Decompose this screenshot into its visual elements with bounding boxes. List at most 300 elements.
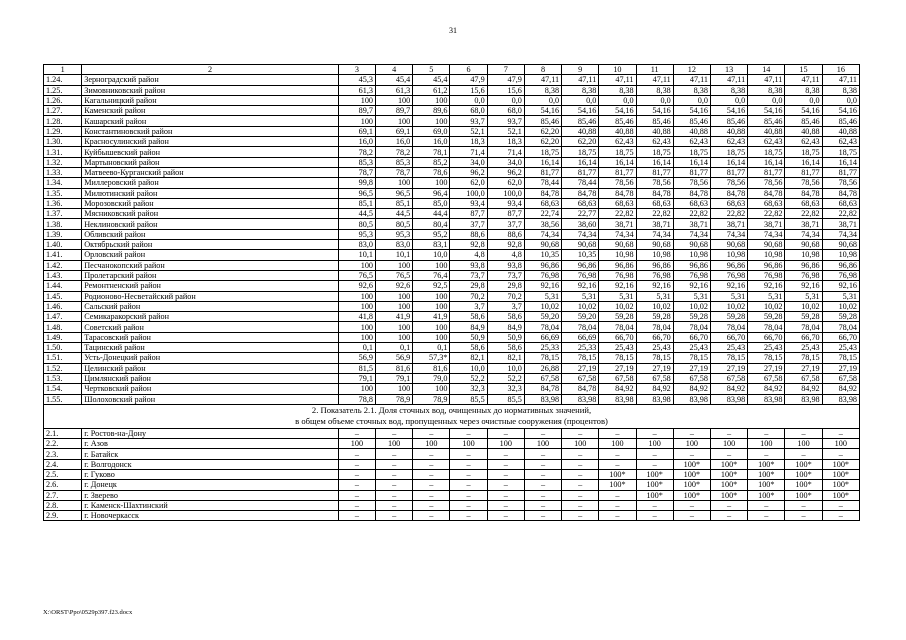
value-cell: 5,31 <box>562 291 599 301</box>
value-cell: 27,19 <box>822 363 859 373</box>
value-cell: 100* <box>748 459 785 469</box>
value-cell: 85,46 <box>599 116 636 126</box>
value-cell: 100 <box>487 439 524 449</box>
territory-name-cell: Пролетарский район <box>82 270 339 280</box>
value-cell: 83,98 <box>822 394 859 404</box>
value-cell: 85,5 <box>450 394 487 404</box>
value-cell: – <box>413 449 450 459</box>
row-number-cell: 1.51. <box>44 353 82 363</box>
value-cell: 87,7 <box>487 209 524 219</box>
value-cell: 95,3 <box>376 229 413 239</box>
row-number-cell: 1.36. <box>44 198 82 208</box>
value-cell: 38,71 <box>710 219 747 229</box>
value-cell: 66,69 <box>562 332 599 342</box>
value-cell: 78,56 <box>785 178 822 188</box>
value-cell: 10,98 <box>599 250 636 260</box>
value-cell: 76,4 <box>413 270 450 280</box>
value-cell: 100 <box>338 95 375 105</box>
value-cell: 92,16 <box>748 281 785 291</box>
value-cell: 78,44 <box>524 178 561 188</box>
value-cell: 78,04 <box>524 322 561 332</box>
territory-name-cell: г. Ростов-на-Дону <box>82 428 339 438</box>
value-cell: 66,70 <box>710 332 747 342</box>
value-cell: 84,92 <box>822 384 859 394</box>
value-cell: 66,70 <box>636 332 673 342</box>
table-row <box>44 167 860 177</box>
table-row <box>44 219 860 229</box>
value-cell: 59,28 <box>636 312 673 322</box>
value-cell: 10,98 <box>822 250 859 260</box>
value-cell: 84,78 <box>599 188 636 198</box>
value-cell: – <box>748 428 785 438</box>
value-cell: 45,4 <box>376 75 413 85</box>
value-cell: 47,11 <box>599 75 636 85</box>
table-row <box>44 126 860 136</box>
value-cell: 45,3 <box>338 75 375 85</box>
territory-name-cell: Родионово-Несветайский район <box>82 291 339 301</box>
value-cell: 81,6 <box>376 363 413 373</box>
value-cell: – <box>562 511 599 521</box>
value-cell: 69,1 <box>376 126 413 136</box>
value-cell: 0,0 <box>710 95 747 105</box>
value-cell: – <box>450 500 487 510</box>
territory-name-cell: Орловский район <box>82 250 339 260</box>
value-cell: 67,58 <box>562 373 599 383</box>
value-cell: 74,34 <box>822 229 859 239</box>
value-cell: 100* <box>785 490 822 500</box>
value-cell: 10,02 <box>673 301 710 311</box>
row-number-cell: 1.53. <box>44 373 82 383</box>
value-cell: – <box>636 511 673 521</box>
value-cell: – <box>338 469 375 479</box>
row-number-cell: 1.45. <box>44 291 82 301</box>
value-cell: 10,98 <box>785 250 822 260</box>
row-number-cell: 1.30. <box>44 137 82 147</box>
value-cell: 85,0 <box>413 198 450 208</box>
value-cell: – <box>413 459 450 469</box>
value-cell: 16,14 <box>636 157 673 167</box>
value-cell: – <box>524 480 561 490</box>
value-cell: 100 <box>376 291 413 301</box>
row-number-cell: 1.35. <box>44 188 82 198</box>
value-cell: 83,98 <box>562 394 599 404</box>
value-cell: 96,86 <box>673 260 710 270</box>
value-cell: 100 <box>413 178 450 188</box>
value-cell: 27,19 <box>785 363 822 373</box>
value-cell: 84,92 <box>710 384 747 394</box>
value-cell: – <box>450 428 487 438</box>
value-cell: – <box>413 428 450 438</box>
value-cell: – <box>636 500 673 510</box>
value-cell: – <box>673 449 710 459</box>
value-cell: 74,34 <box>524 229 561 239</box>
territory-name-cell: Ремонтненский район <box>82 281 339 291</box>
value-cell: 67,58 <box>524 373 561 383</box>
value-cell: – <box>376 511 413 521</box>
value-cell: 0,0 <box>562 95 599 105</box>
row-number-cell: 1.24. <box>44 75 82 85</box>
territory-name-cell: Каменский район <box>82 106 339 116</box>
value-cell: – <box>562 469 599 479</box>
row-number-cell: 1.39. <box>44 229 82 239</box>
value-cell: 74,34 <box>673 229 710 239</box>
value-cell: 100 <box>413 322 450 332</box>
value-cell: 68,63 <box>822 198 859 208</box>
value-cell: 81,77 <box>748 167 785 177</box>
value-cell: 73,7 <box>487 270 524 280</box>
value-cell: 84,9 <box>487 322 524 332</box>
territory-name-cell: Кагальницкий район <box>82 95 339 105</box>
territory-name-cell: Сальский район <box>82 301 339 311</box>
value-cell: 81,77 <box>599 167 636 177</box>
value-cell: 22,82 <box>748 209 785 219</box>
value-cell: 18,75 <box>562 147 599 157</box>
value-cell: 79,0 <box>413 373 450 383</box>
value-cell: 83,98 <box>710 394 747 404</box>
value-cell: 18,75 <box>524 147 561 157</box>
value-cell: 8,38 <box>599 85 636 95</box>
value-cell: 22,77 <box>562 209 599 219</box>
territory-name-cell: Целинский район <box>82 363 339 373</box>
table-row <box>44 147 860 157</box>
value-cell: 83,98 <box>673 394 710 404</box>
table-row <box>44 312 860 322</box>
value-cell: 84,92 <box>785 384 822 394</box>
value-cell: 90,68 <box>636 240 673 250</box>
value-cell: – <box>562 428 599 438</box>
value-cell: 81,77 <box>636 167 673 177</box>
value-cell: 0,0 <box>450 95 487 105</box>
value-cell: 92,6 <box>338 281 375 291</box>
value-cell: 89,6 <box>413 106 450 116</box>
value-cell: – <box>562 480 599 490</box>
row-number-cell: 1.40. <box>44 240 82 250</box>
value-cell: 16,14 <box>748 157 785 167</box>
value-cell: 68,63 <box>710 198 747 208</box>
value-cell: 10,02 <box>785 301 822 311</box>
table-row <box>44 363 860 373</box>
row-number-cell: 1.37. <box>44 209 82 219</box>
value-cell: – <box>636 428 673 438</box>
value-cell: 10,02 <box>524 301 561 311</box>
value-cell: 10,0 <box>450 363 487 373</box>
column-header: 16 <box>822 65 859 75</box>
value-cell: 99,8 <box>338 178 375 188</box>
value-cell: 78,04 <box>636 322 673 332</box>
territory-name-cell: Советский район <box>82 322 339 332</box>
value-cell: 90,68 <box>673 240 710 250</box>
value-cell: 85,46 <box>524 116 561 126</box>
value-cell: 62,20 <box>524 126 561 136</box>
table-row <box>44 428 860 438</box>
value-cell: – <box>450 480 487 490</box>
territory-name-cell: Милютинский район <box>82 188 339 198</box>
row-number-cell: 2.2. <box>44 439 82 449</box>
column-header: 11 <box>636 65 673 75</box>
value-cell: 93,8 <box>450 260 487 270</box>
row-number-cell: 2.1. <box>44 428 82 438</box>
value-cell: 54,16 <box>673 106 710 116</box>
value-cell: 58,6 <box>487 312 524 322</box>
value-cell: 59,28 <box>599 312 636 322</box>
value-cell: 100* <box>599 469 636 479</box>
value-cell: 76,98 <box>822 270 859 280</box>
value-cell: 80,5 <box>376 219 413 229</box>
value-cell: – <box>562 459 599 469</box>
value-cell: 67,58 <box>822 373 859 383</box>
territory-name-cell: Зимовниковский район <box>82 85 339 95</box>
value-cell: 4,8 <box>450 250 487 260</box>
value-cell: 16,14 <box>785 157 822 167</box>
value-cell: 100* <box>822 459 859 469</box>
value-cell: – <box>822 500 859 510</box>
value-cell: 88,6 <box>487 229 524 239</box>
territory-name-cell: Морозовский район <box>82 198 339 208</box>
row-number-cell: 1.25. <box>44 85 82 95</box>
value-cell: 25,33 <box>562 343 599 353</box>
value-cell: 100* <box>710 459 747 469</box>
value-cell: – <box>487 511 524 521</box>
row-number-cell: 1.50. <box>44 343 82 353</box>
value-cell: 71,4 <box>487 147 524 157</box>
value-cell: 16,14 <box>599 157 636 167</box>
value-cell: 68,63 <box>748 198 785 208</box>
value-cell: 88,6 <box>450 229 487 239</box>
value-cell: 84,78 <box>562 384 599 394</box>
value-cell: 78,15 <box>822 353 859 363</box>
value-cell: 100 <box>376 332 413 342</box>
value-cell: 100 <box>338 384 375 394</box>
value-cell: 10,98 <box>710 250 747 260</box>
value-cell: 100* <box>748 480 785 490</box>
value-cell: 78,04 <box>562 322 599 332</box>
value-cell: – <box>673 500 710 510</box>
row-number-cell: 1.48. <box>44 322 82 332</box>
value-cell: – <box>338 490 375 500</box>
value-cell: 78,44 <box>562 178 599 188</box>
value-cell: 92,16 <box>822 281 859 291</box>
value-cell: – <box>524 500 561 510</box>
value-cell: – <box>673 511 710 521</box>
row-number-cell: 1.26. <box>44 95 82 105</box>
value-cell: 78,9 <box>413 394 450 404</box>
value-cell: 47,11 <box>822 75 859 85</box>
value-cell: 100 <box>338 439 375 449</box>
territory-name-cell: г. Донецк <box>82 480 339 490</box>
value-cell: 100 <box>376 439 413 449</box>
table-row <box>44 209 860 219</box>
row-number-cell: 2.6. <box>44 480 82 490</box>
value-cell: 54,16 <box>524 106 561 116</box>
row-number-cell: 1.44. <box>44 281 82 291</box>
value-cell: 38,71 <box>748 219 785 229</box>
value-cell: 74,34 <box>562 229 599 239</box>
value-cell: 62,43 <box>822 137 859 147</box>
value-cell: 84,92 <box>599 384 636 394</box>
section-title-line2: в общем объеме сточных вод, пропущенных через очистные сооружения (процентов) <box>295 416 608 427</box>
value-cell: 59,28 <box>785 312 822 322</box>
value-cell: 78,56 <box>822 178 859 188</box>
value-cell: 54,16 <box>636 106 673 116</box>
value-cell: 100* <box>710 490 747 500</box>
table-row <box>44 137 860 147</box>
value-cell: 78,04 <box>599 322 636 332</box>
value-cell: 22,82 <box>785 209 822 219</box>
territory-name-cell: г. Гуково <box>82 469 339 479</box>
value-cell: 100,0 <box>450 188 487 198</box>
value-cell: – <box>413 490 450 500</box>
value-cell: 79,1 <box>338 373 375 383</box>
value-cell: 76,98 <box>599 270 636 280</box>
value-cell: 57,3* <box>413 353 450 363</box>
value-cell: 100* <box>673 490 710 500</box>
territory-name-cell: Чертковский район <box>82 384 339 394</box>
value-cell: 84,92 <box>673 384 710 394</box>
value-cell: 47,11 <box>562 75 599 85</box>
territory-name-cell: Кашарский район <box>82 116 339 126</box>
value-cell: 78,04 <box>673 322 710 332</box>
value-cell: 84,78 <box>785 188 822 198</box>
value-cell: – <box>822 511 859 521</box>
row-number-cell: 2.4. <box>44 459 82 469</box>
value-cell: – <box>599 490 636 500</box>
value-cell: 18,75 <box>636 147 673 157</box>
value-cell: 16,14 <box>673 157 710 167</box>
value-cell: 100 <box>413 439 450 449</box>
value-cell: 0,1 <box>338 343 375 353</box>
value-cell: 44,5 <box>338 209 375 219</box>
value-cell: 68,0 <box>450 106 487 116</box>
value-cell: 50,9 <box>450 332 487 342</box>
value-cell: 100 <box>413 116 450 126</box>
value-cell: 78,56 <box>748 178 785 188</box>
value-cell: 78,56 <box>599 178 636 188</box>
table-row <box>44 373 860 383</box>
row-number-cell: 1.29. <box>44 126 82 136</box>
value-cell: 100 <box>376 95 413 105</box>
value-cell: 50,9 <box>487 332 524 342</box>
value-cell: 22,82 <box>599 209 636 219</box>
territory-name-cell: Матвеево-Курганский район <box>82 167 339 177</box>
value-cell: 18,75 <box>710 147 747 157</box>
value-cell: – <box>376 449 413 459</box>
value-cell: – <box>338 459 375 469</box>
value-cell: – <box>487 449 524 459</box>
value-cell: 27,19 <box>636 363 673 373</box>
value-cell: 10,02 <box>599 301 636 311</box>
territory-name-cell: Константиновский район <box>82 126 339 136</box>
value-cell: 3,7 <box>487 301 524 311</box>
value-cell: 41,8 <box>338 312 375 322</box>
value-cell: 15,6 <box>450 85 487 95</box>
row-number-cell: 2.3. <box>44 449 82 459</box>
column-header: 6 <box>450 65 487 75</box>
value-cell: 67,58 <box>599 373 636 383</box>
value-cell: 8,38 <box>785 85 822 95</box>
value-cell: – <box>822 449 859 459</box>
value-cell: 100 <box>376 322 413 332</box>
value-cell: – <box>822 428 859 438</box>
value-cell: 62,43 <box>748 137 785 147</box>
value-cell: 10,02 <box>710 301 747 311</box>
value-cell: – <box>710 449 747 459</box>
value-cell: – <box>487 480 524 490</box>
value-cell: 27,19 <box>562 363 599 373</box>
value-cell: 90,68 <box>562 240 599 250</box>
value-cell: 62,43 <box>599 137 636 147</box>
value-cell: 81,77 <box>524 167 561 177</box>
value-cell: 73,7 <box>450 270 487 280</box>
value-cell: 100* <box>710 480 747 490</box>
value-cell: 84,78 <box>710 188 747 198</box>
value-cell: 47,11 <box>636 75 673 85</box>
value-cell: 78,56 <box>710 178 747 188</box>
territory-name-cell: г. Новочеркасск <box>82 511 339 521</box>
value-cell: – <box>785 449 822 459</box>
value-cell: 16,14 <box>562 157 599 167</box>
value-cell: 62,0 <box>450 178 487 188</box>
page-number: 31 <box>449 26 457 35</box>
value-cell: 100* <box>748 490 785 500</box>
value-cell: 78,15 <box>673 353 710 363</box>
value-cell: – <box>748 500 785 510</box>
value-cell: 83,0 <box>338 240 375 250</box>
value-cell: – <box>599 511 636 521</box>
value-cell: 68,63 <box>636 198 673 208</box>
value-cell: 85,46 <box>785 116 822 126</box>
value-cell: 5,31 <box>673 291 710 301</box>
value-cell: 8,38 <box>748 85 785 95</box>
value-cell: – <box>487 490 524 500</box>
value-cell: 62,43 <box>785 137 822 147</box>
value-cell: – <box>450 490 487 500</box>
territory-name-cell: Тацинский район <box>82 343 339 353</box>
value-cell: 83,98 <box>636 394 673 404</box>
value-cell: 90,68 <box>748 240 785 250</box>
value-cell: 76,98 <box>636 270 673 280</box>
value-cell: 100* <box>636 480 673 490</box>
value-cell: – <box>524 511 561 521</box>
value-cell: 32,3 <box>450 384 487 394</box>
value-cell: 84,92 <box>636 384 673 394</box>
value-cell: 85,2 <box>413 157 450 167</box>
territory-name-cell: Шолоховский район <box>82 394 339 404</box>
table-row <box>44 188 860 198</box>
value-cell: 59,28 <box>748 312 785 322</box>
value-cell: 18,75 <box>785 147 822 157</box>
value-cell: 78,04 <box>822 322 859 332</box>
value-cell: 62,43 <box>673 137 710 147</box>
value-cell: 78,15 <box>562 353 599 363</box>
value-cell: 92,8 <box>487 240 524 250</box>
value-cell: 10,1 <box>338 250 375 260</box>
value-cell: 76,98 <box>748 270 785 280</box>
value-cell: 69,0 <box>413 126 450 136</box>
value-cell: 16,14 <box>524 157 561 167</box>
value-cell: 59,20 <box>562 312 599 322</box>
value-cell: 38,71 <box>673 219 710 229</box>
value-cell: – <box>338 511 375 521</box>
value-cell: 90,68 <box>710 240 747 250</box>
table-row <box>44 394 860 404</box>
value-cell: 3,7 <box>450 301 487 311</box>
value-cell: 100* <box>673 480 710 490</box>
value-cell: 32,3 <box>487 384 524 394</box>
column-header: 5 <box>413 65 450 75</box>
row-number-cell: 1.34. <box>44 178 82 188</box>
value-cell: 44,4 <box>413 209 450 219</box>
value-cell: 92,16 <box>524 281 561 291</box>
